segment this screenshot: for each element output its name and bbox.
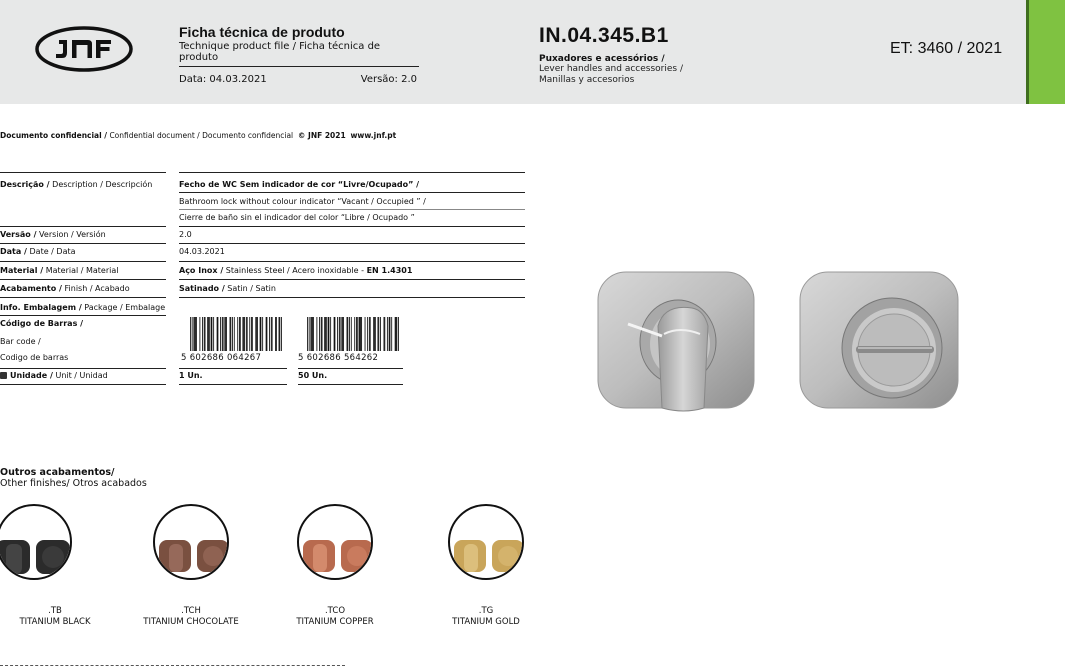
document-title: Ficha técnica de produto [179,24,345,40]
finish-swatch [448,504,524,580]
product-image [592,268,968,414]
finish-swatch [0,504,72,580]
document-date: Data: 04.03.2021 [179,74,267,85]
barcode-1 [190,317,282,351]
finish-name: TITANIUM GOLD [452,617,520,627]
accent-bar [1029,0,1065,104]
finish-swatch [153,504,229,580]
finish-name: TITANIUM COPPER [296,617,374,627]
other-finishes-title: Outros acabamentos/ Other finishes/ Otros acabados [0,467,147,489]
code-block [539,24,739,86]
confidential-note: Documento confidencial / Confidential document / Documento confidencial © JNF 2021 www.jnf.pt [0,131,397,140]
finish-titanium-black [0,504,110,628]
finish-titanium-gold [431,504,541,628]
document-version: Versão: 2.0 [360,74,417,85]
finish-code: .TB [48,606,62,616]
category-pt: Puxadores e acessórios / [539,54,665,64]
category-es: Manillas y accesorios [539,75,635,85]
et-number: ET: 3460 / 2021 [890,40,1003,57]
finish-name: TITANIUM BLACK [19,617,91,627]
dashed-divider [0,665,345,666]
finish-swatch [297,504,373,580]
title-block [179,24,419,85]
finish-code: .TCO [324,606,346,616]
barcode-2-number: 5 602686 564262 [298,353,379,363]
barcode-1-number: 5 602686 064267 [181,353,262,363]
category-en: Lever handles and accessories / [539,64,683,74]
barcode-2 [307,317,399,351]
finish-titanium-chocolate [136,504,246,628]
header [0,0,1065,104]
jnf-logo [35,26,133,72]
document-subtitle: Technique product file / Ficha técnica de produto [179,41,419,67]
product-code: IN.04.345.B1 [539,24,669,47]
finish-code: .TG [478,606,494,616]
box-icon [0,372,7,379]
finish-name: TITANIUM CHOCOLATE [143,617,239,627]
finish-code: .TCH [181,606,201,616]
finish-titanium-copper [280,504,390,628]
